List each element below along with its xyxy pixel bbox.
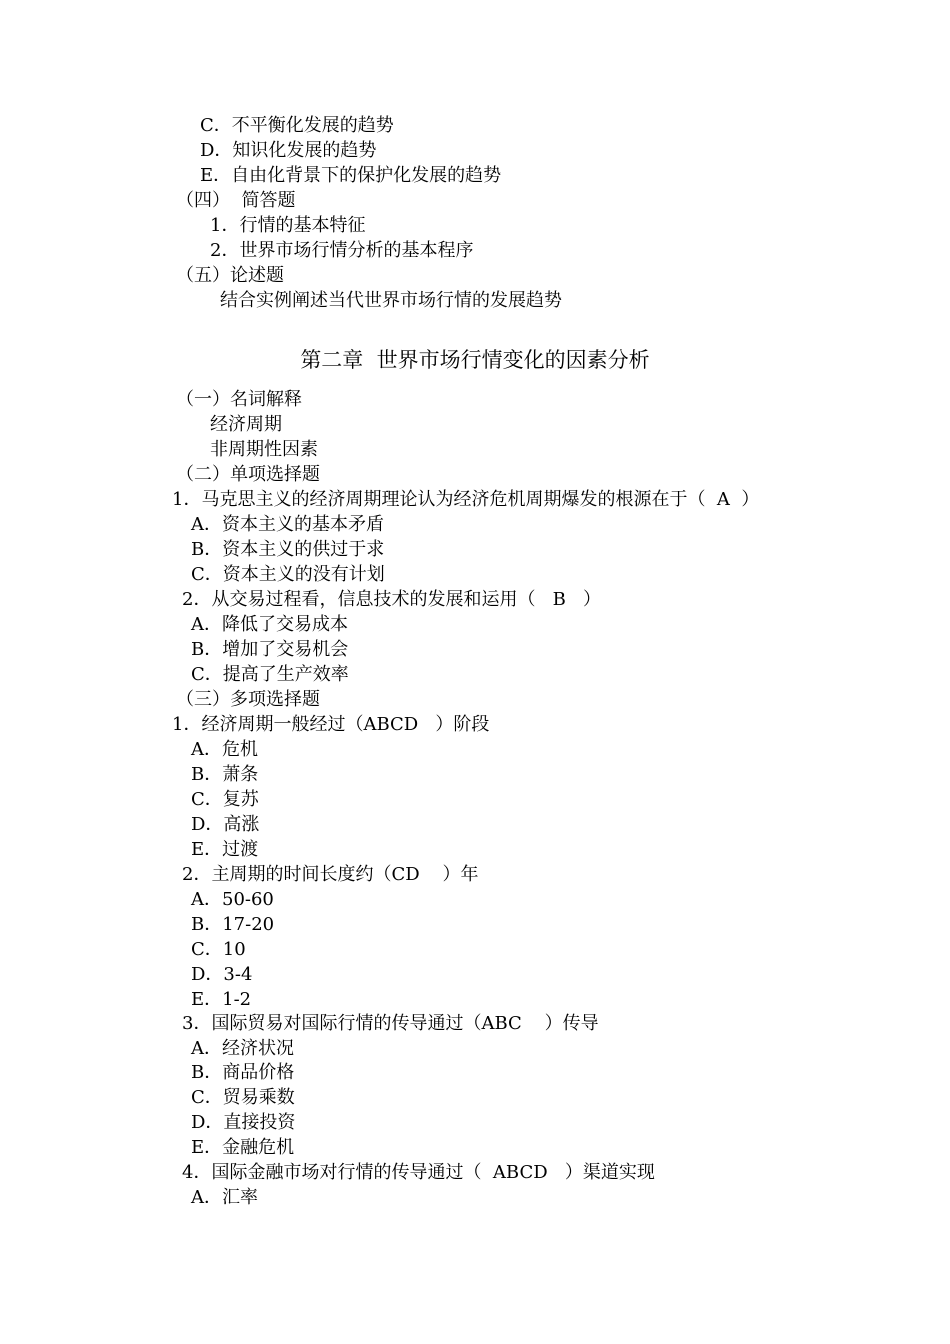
- term-item: 经济周期: [210, 414, 282, 435]
- option-line: C．不平衡化发展的趋势: [200, 115, 394, 136]
- question-option: D．3-4: [191, 964, 253, 985]
- section-heading-multiple-choice: （三）多项选择题: [176, 689, 320, 710]
- question-option: B．资本主义的供过于求: [191, 539, 385, 560]
- term-item: 非周期性因素: [210, 439, 318, 460]
- section-heading-terms: （一）名词解释: [176, 389, 302, 410]
- question-option: C．复苏: [191, 789, 259, 810]
- question-option: D．直接投资: [191, 1112, 296, 1133]
- question-option: E．过渡: [191, 839, 259, 860]
- question-stem: 2．从交易过程看，信息技术的发展和运用（ B ）: [182, 589, 602, 610]
- question-option: A．资本主义的基本矛盾: [191, 514, 384, 535]
- question-stem: 4．国际金融市场对行情的传导通过（ ABCD ）渠道实现: [182, 1162, 655, 1183]
- option-line: D．知识化发展的趋势: [200, 140, 377, 161]
- question-option: A．危机: [191, 739, 258, 760]
- question-option: E．1-2: [191, 989, 252, 1010]
- question-option: A．汇率: [191, 1187, 258, 1208]
- question-stem: 1．马克思主义的经济周期理论认为经济危机周期爆发的根源在于（ A ）: [172, 489, 760, 510]
- question-option: C．提高了生产效率: [191, 664, 349, 685]
- question-stem: 2．主周期的时间长度约（CD ）年: [182, 864, 479, 885]
- question-option: A．50-60: [191, 889, 274, 910]
- question-option: B．17-20: [191, 914, 275, 935]
- question-option: A．降低了交易成本: [191, 614, 348, 635]
- chapter-title: 第二章 世界市场行情变化的因素分析: [300, 348, 650, 372]
- question-option: D．高涨: [191, 814, 260, 835]
- question-stem: 1．经济周期一般经过（ABCD ）阶段: [172, 714, 490, 735]
- question-option: B．商品价格: [191, 1062, 295, 1083]
- question-option: A．经济状况: [191, 1038, 294, 1059]
- question-option: B．增加了交易机会: [191, 639, 349, 660]
- question-option: C．10: [191, 939, 246, 960]
- option-line: E．自由化背景下的保护化发展的趋势: [200, 165, 502, 186]
- section-heading-essay: （五）论述题: [176, 265, 284, 286]
- section-heading-single-choice: （二）单项选择题: [176, 464, 320, 485]
- question-stem: 3．国际贸易对国际行情的传导通过（ABC ）传导: [182, 1013, 599, 1034]
- section-heading-short-answer: （四） 简答题: [176, 190, 296, 211]
- question-option: B．萧条: [191, 764, 259, 785]
- essay-prompt: 结合实例阐述当代世界市场行情的发展趋势: [220, 290, 562, 311]
- question-option: C．贸易乘数: [191, 1087, 295, 1108]
- question-option: E．金融危机: [191, 1137, 295, 1158]
- short-answer-item: 1．行情的基本特征: [210, 215, 366, 236]
- short-answer-item: 2．世界市场行情分析的基本程序: [210, 240, 474, 261]
- question-option: C．资本主义的没有计划: [191, 564, 385, 585]
